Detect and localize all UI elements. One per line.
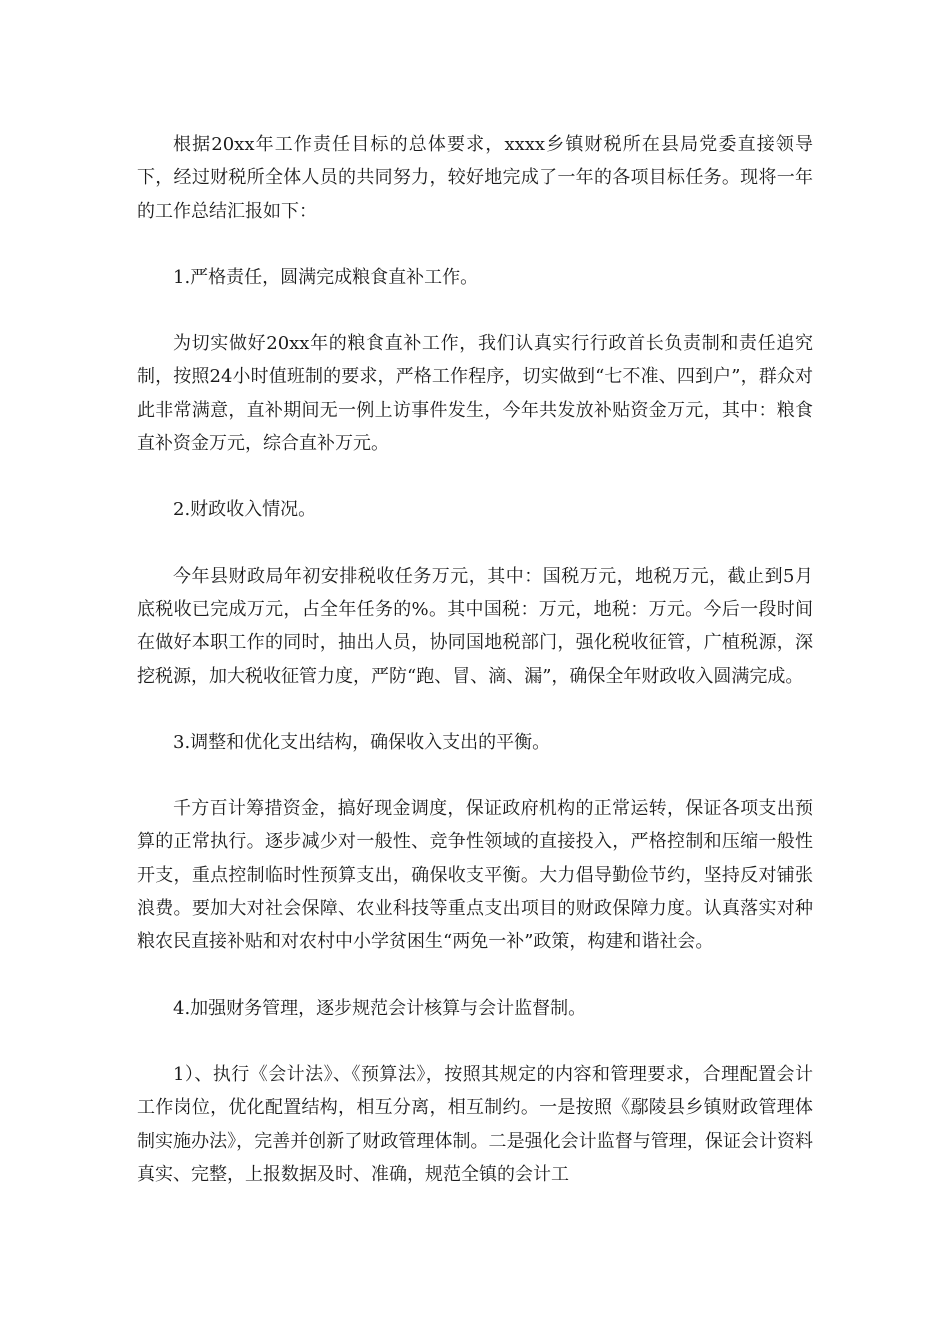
section-1-paragraph: 为切实做好20xx年的粮食直补工作，我们认真实行行政首长负责制和责任追究制，按照24小时值班制的要求，严格工作程序，切实做到“七不准、四到户”，群众对此非常满意，直补期间无一例上访事件发生，今年共发放补贴资金万元，其中：粮食直补资金万元，综合直补万元。 [137, 333, 813, 455]
section-heading-4: 4.加强财务管理，逐步规范会计核算与会计监督制。 [173, 997, 587, 1019]
intro-paragraph: 根据20xx年工作责任目标的总体要求，xxxx乡镇财税所在县局党委直接领导下，经过财税所全体人员的共同努力，较好地完成了一年的各项目标任务。现将一年的工作总结汇报如下： [137, 134, 813, 222]
section-heading-1: 1.严格责任，圆满完成粮食直补工作。 [173, 266, 479, 288]
section-4-paragraph: 1）、执行《会计法》、《预算法》，按照其规定的内容和管理要求，合理配置会计工作岗位，优化配置结构，相互分离，相互制约。一是按照《鄢陵县乡镇财政管理体制实施办法》，完善并创新了财政管理体制。二是强化会计监督与管理，保证会计资料真实、完整，上报数据及时、准确，规范全镇的会计工 [137, 1063, 813, 1185]
section-3-paragraph: 千方百计筹措资金，搞好现金调度，保证政府机构的正常运转，保证各项支出预算的正常执行。逐步减少对一般性、竞争性领域的直接投入，严格控制和压缩一般性开支，重点控制临时性预算支出，确保收支平衡。大力倡导勤俭节约，坚持反对铺张浪费。要加大对社会保障、农业科技等重点支出项目的财政保障力度。认真落实对种粮农民直接补贴和对农村中小学贫困生“两免一补”政策，构建和谐社会。 [137, 798, 813, 953]
section-heading-3: 3.调整和优化支出结构，确保收入支出的平衡。 [173, 731, 551, 753]
section-heading-2: 2.财政收入情况。 [173, 499, 317, 521]
document-body [137, 128, 813, 1224]
section-2-paragraph: 今年县财政局年初安排税收任务万元，其中：国税万元，地税万元，截止到5月底税收已完成万元，占全年任务的%。其中国税：万元，地税：万元。今后一段时间在做好本职工作的同时，抽出人员，协同国地税部门，强化税收征管，广植税源，深挖税源，加大税收征管力度，严防“跑、冒、滴、漏”，确保全年财政收入圆满完成。 [137, 565, 813, 687]
